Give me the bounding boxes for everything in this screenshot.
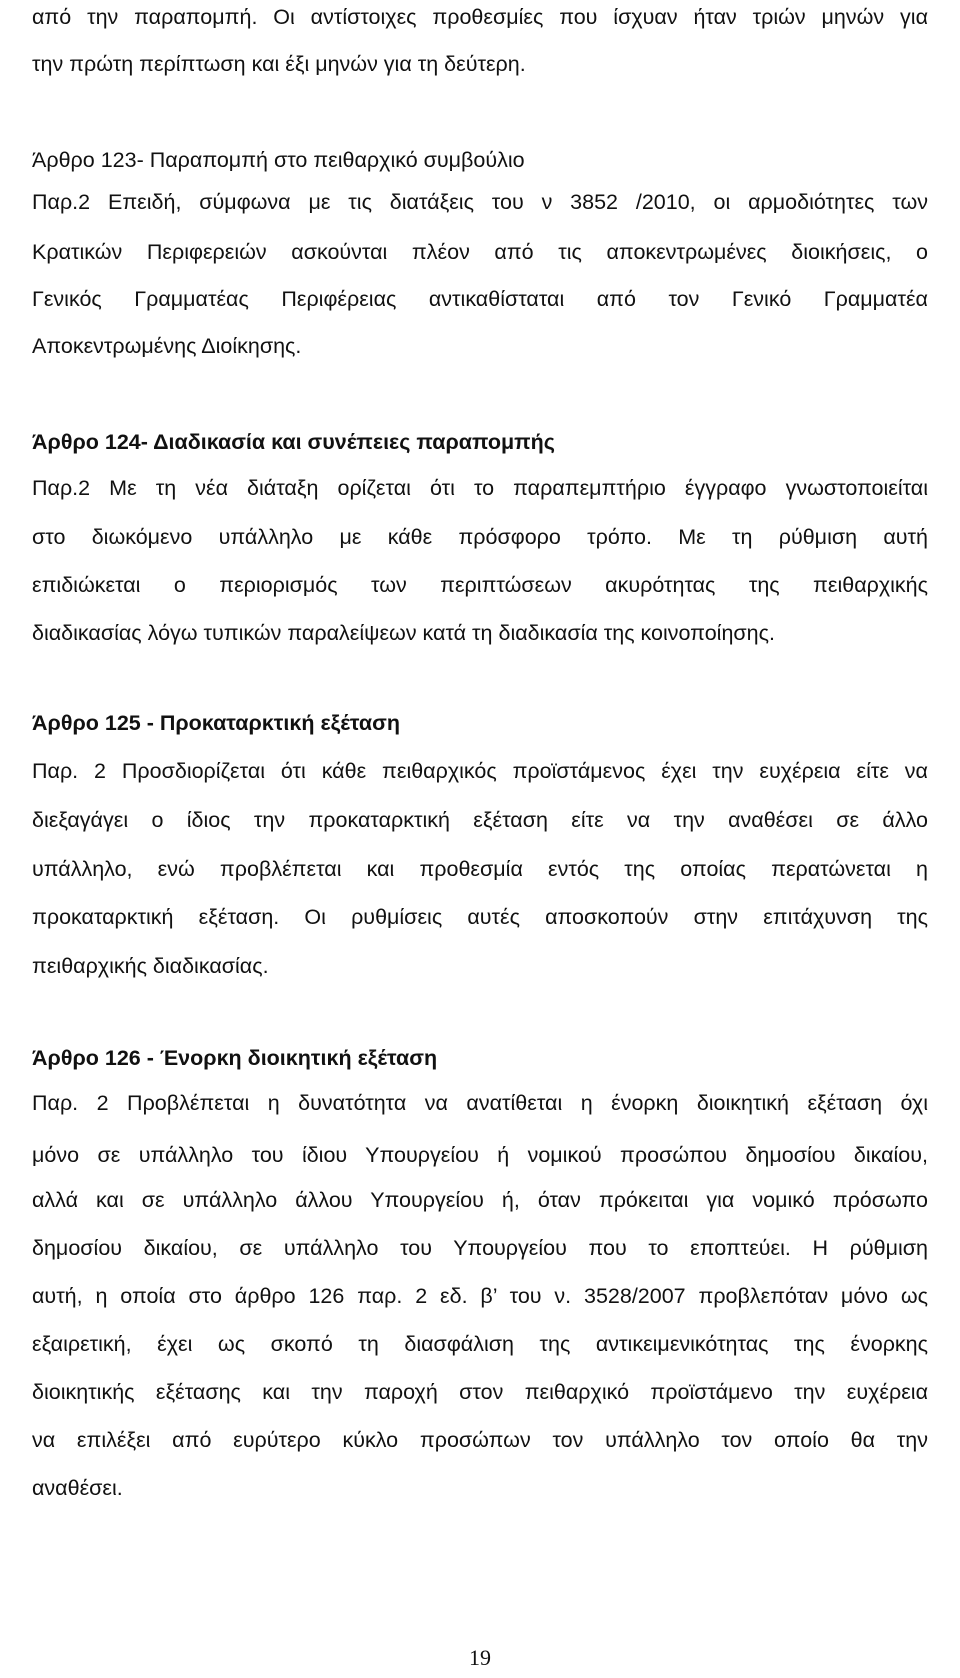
article-125-line: Παρ. 2 Προσδιορίζεται ότι κάθε πειθαρχικός προϊστάμενος έχει την ευχέρεια είτε να (32, 759, 928, 783)
intro-line: την πρώτη περίπτωση και έξι μηνών για τη δεύτερη. (32, 52, 526, 76)
article-125-heading: Άρθρο 125 - Προκαταρκτική εξέταση (32, 711, 400, 735)
intro-line: από την παραπομπή. Οι αντίστοιχες προθεσμίες που ίσχυαν ήταν τριών μηνών για (32, 5, 928, 29)
article-126-heading: Άρθρο 126 - Ένορκη διοικητική εξέταση (32, 1046, 438, 1070)
page-number: 19 (469, 1645, 491, 1670)
article-126-line: μόνο σε υπάλληλο του ίδιου Υπουργείου ή νομικού προσώπου δημοσίου δικαίου, (32, 1143, 928, 1167)
article-124-line: επιδιώκεται ο περιορισμός των περιπτώσεων ακυρότητας της πειθαρχικής (32, 573, 928, 597)
article-126-line: αναθέσει. (32, 1476, 123, 1500)
article-125-line: πειθαρχικής διαδικασίας. (32, 954, 269, 978)
article-124-line: διαδικασίας λόγω τυπικών παραλείψεων κατά τη διαδικασία της κοινοποίησης. (32, 621, 775, 645)
article-126-line: δημοσίου δικαίου, σε υπάλληλο του Υπουργείου που το εποπτεύει. Η ρύθμιση (32, 1236, 928, 1260)
article-126-line: Παρ. 2 Προβλέπεται η δυνατότητα να ανατίθεται η ένορκη διοικητική εξέταση όχι (32, 1091, 928, 1115)
article-126-line: διοικητικής εξέτασης και την παροχή στον πειθαρχικό προϊστάμενο την ευχέρεια (32, 1380, 928, 1404)
article-125-line: διεξαγάγει ο ίδιος την προκαταρκτική εξέταση είτε να την αναθέσει σε άλλο (32, 808, 928, 832)
article-124-heading: Άρθρο 124- Διαδικασία και συνέπειες παραπομπής (32, 430, 555, 454)
article-124-line: στο διωκόμενο υπάλληλο με κάθε πρόσφορο τρόπο. Με τη ρύθμιση αυτή (32, 525, 928, 549)
article-123-line: Παρ.2 Επειδή, σύμφωνα με τις διατάξεις του ν 3852 /2010, οι αρμοδιότητες των (32, 190, 928, 214)
article-123-heading: Άρθρο 123- Παραπομπή στο πειθαρχικό συμβούλιο (32, 148, 525, 172)
article-126-line: εξαιρετική, έχει ως σκοπό τη διασφάλιση της αντικειμενικότητας της ένορκης (32, 1332, 928, 1356)
article-126-line: αλλά και σε υπάλληλο άλλου Υπουργείου ή, όταν πρόκειται για νομικό πρόσωπο (32, 1188, 928, 1212)
article-125-line: προκαταρκτική εξέταση. Οι ρυθμίσεις αυτές αποσκοπούν στην επιτάχυνση της (32, 905, 928, 929)
article-123-line: Γενικός Γραμματέας Περιφέρειας αντικαθίσταται από τον Γενικό Γραμματέα (32, 287, 928, 311)
article-125-line: υπάλληλο, ενώ προβλέπεται και προθεσμία εντός της οποίας περατώνεται η (32, 857, 928, 881)
article-126-line: αυτή, η οποία στο άρθρο 126 παρ. 2 εδ. β’ του ν. 3528/2007 προβλεπόταν μόνο ως (32, 1284, 928, 1308)
article-124-line: Παρ.2 Με τη νέα διάταξη ορίζεται ότι το παραπεμπτήριο έγγραφο γνωστοποιείται (32, 476, 928, 500)
article-126-line: να επιλέξει από ευρύτερο κύκλο προσώπων τον υπάλληλο τον οποίο θα την (32, 1428, 928, 1452)
article-123-line: Αποκεντρωμένης Διοίκησης. (32, 334, 302, 358)
article-123-line: Κρατικών Περιφερειών ασκούνται πλέον από τις αποκεντρωμένες διοικήσεις, ο (32, 240, 928, 264)
